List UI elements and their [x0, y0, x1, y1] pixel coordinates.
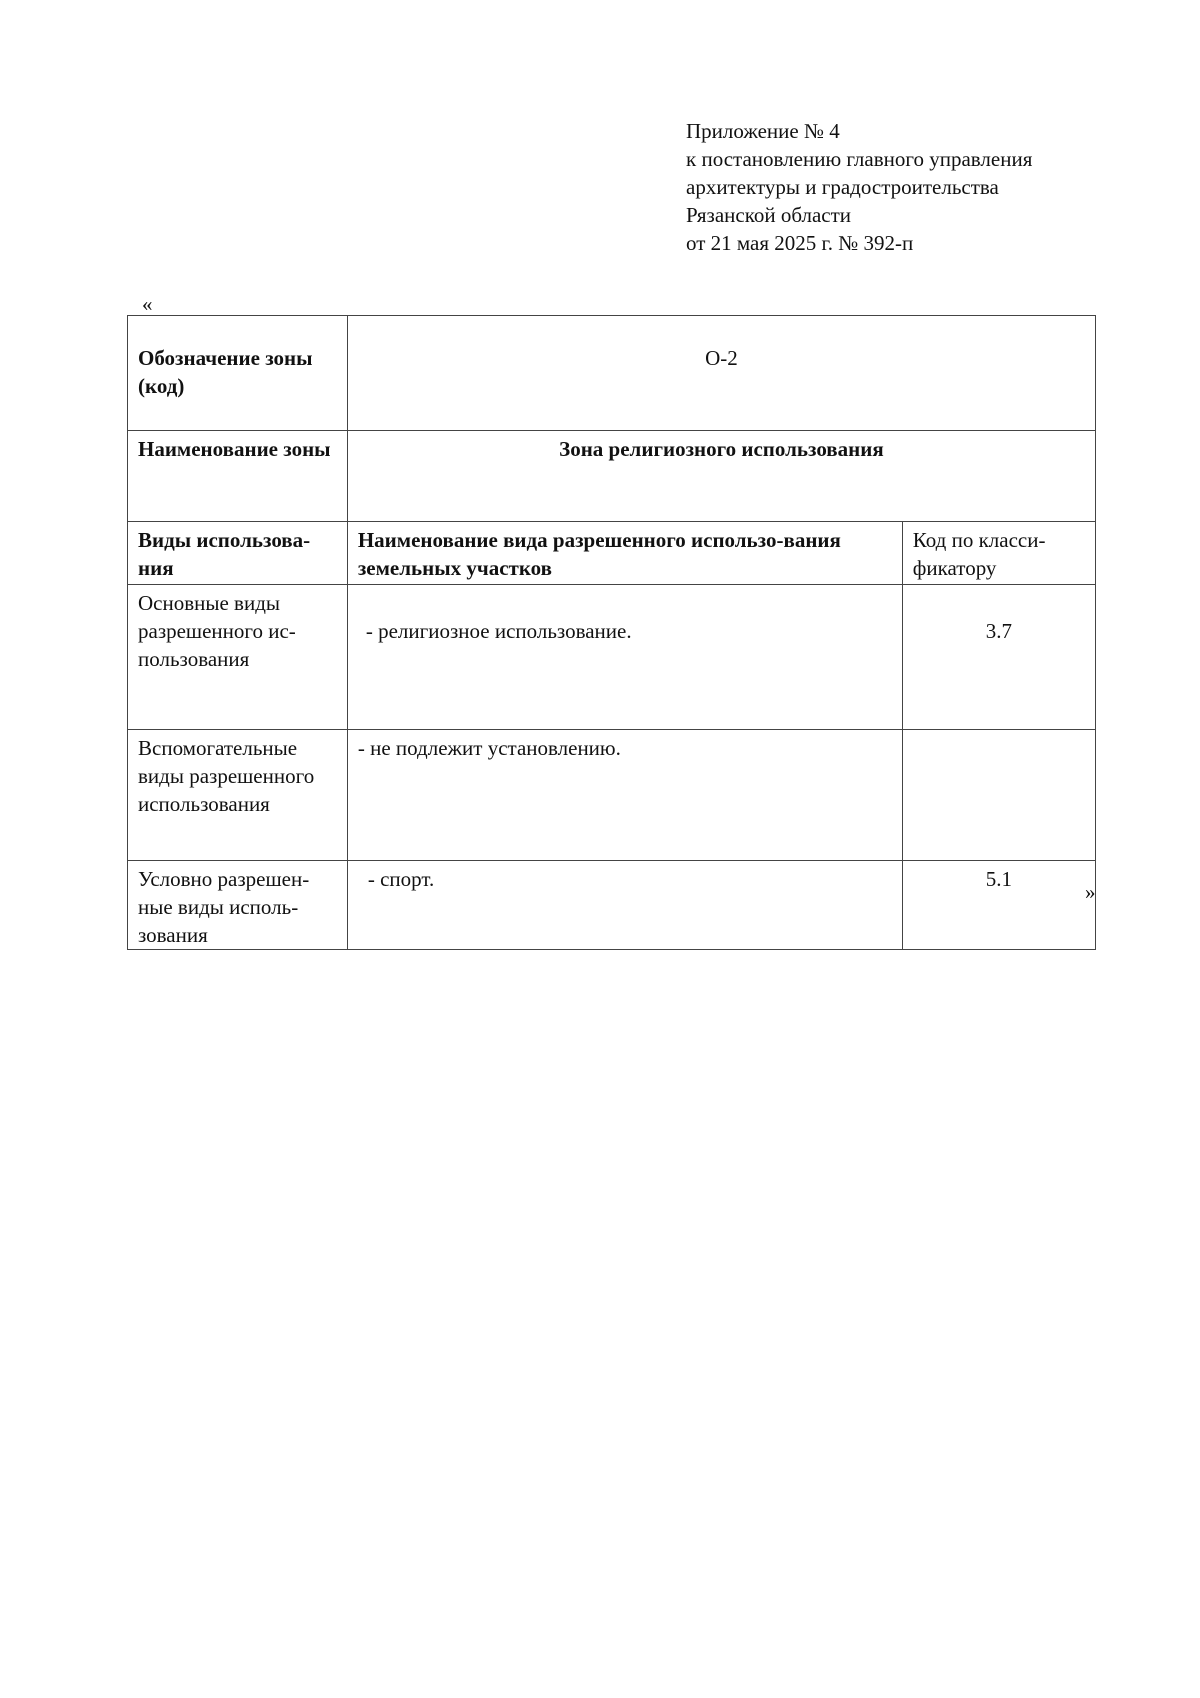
row-name: - спорт.: [347, 861, 902, 950]
appendix-date: от 21 мая 2025 г. № 392-п: [686, 231, 914, 255]
table-header-row: [128, 522, 1096, 585]
row-code: 5.1: [902, 861, 1095, 950]
zone-code-value: О-2: [347, 316, 1095, 431]
zone-code-label: Обозначение зоны (код): [128, 316, 348, 431]
header-classifier-code: Код по класси-фикатору: [902, 522, 1095, 585]
appendix-line: к постановлению главного управления: [686, 147, 1033, 171]
closing-quote: »: [1085, 880, 1096, 904]
row-code: 3.7: [902, 585, 1095, 730]
row-name: - религиозное использование.: [347, 585, 902, 730]
appendix-line: архитектуры и градостроительства: [686, 175, 999, 199]
appendix-title: Приложение № 4: [686, 119, 840, 143]
opening-quote: «: [142, 292, 153, 316]
table-row: [128, 730, 1096, 861]
row-name: - не подлежит установлению.: [347, 730, 902, 861]
appendix-block: [686, 117, 1106, 257]
table-row: [128, 585, 1096, 730]
row-type: Условно разрешен-ные виды исполь-зования: [128, 861, 348, 950]
zone-name-label: Наименование зоны: [128, 431, 348, 522]
appendix-line: Рязанской области: [686, 203, 852, 227]
row-type: Вспомогательные виды разрешенного использования: [128, 730, 348, 861]
row-code: [902, 730, 1095, 861]
zone-name-value: Зона религиозного использования: [347, 431, 1095, 522]
table-row: [128, 431, 1096, 522]
zone-table: [127, 315, 1096, 950]
header-usage-types: Виды использова-ния: [128, 522, 348, 585]
row-type: Основные виды разрешенного ис-пользования: [128, 585, 348, 730]
table-row: [128, 861, 1096, 950]
table-row: [128, 316, 1096, 431]
header-usage-name: Наименование вида разрешенного использо-вания земельных участков: [347, 522, 902, 585]
